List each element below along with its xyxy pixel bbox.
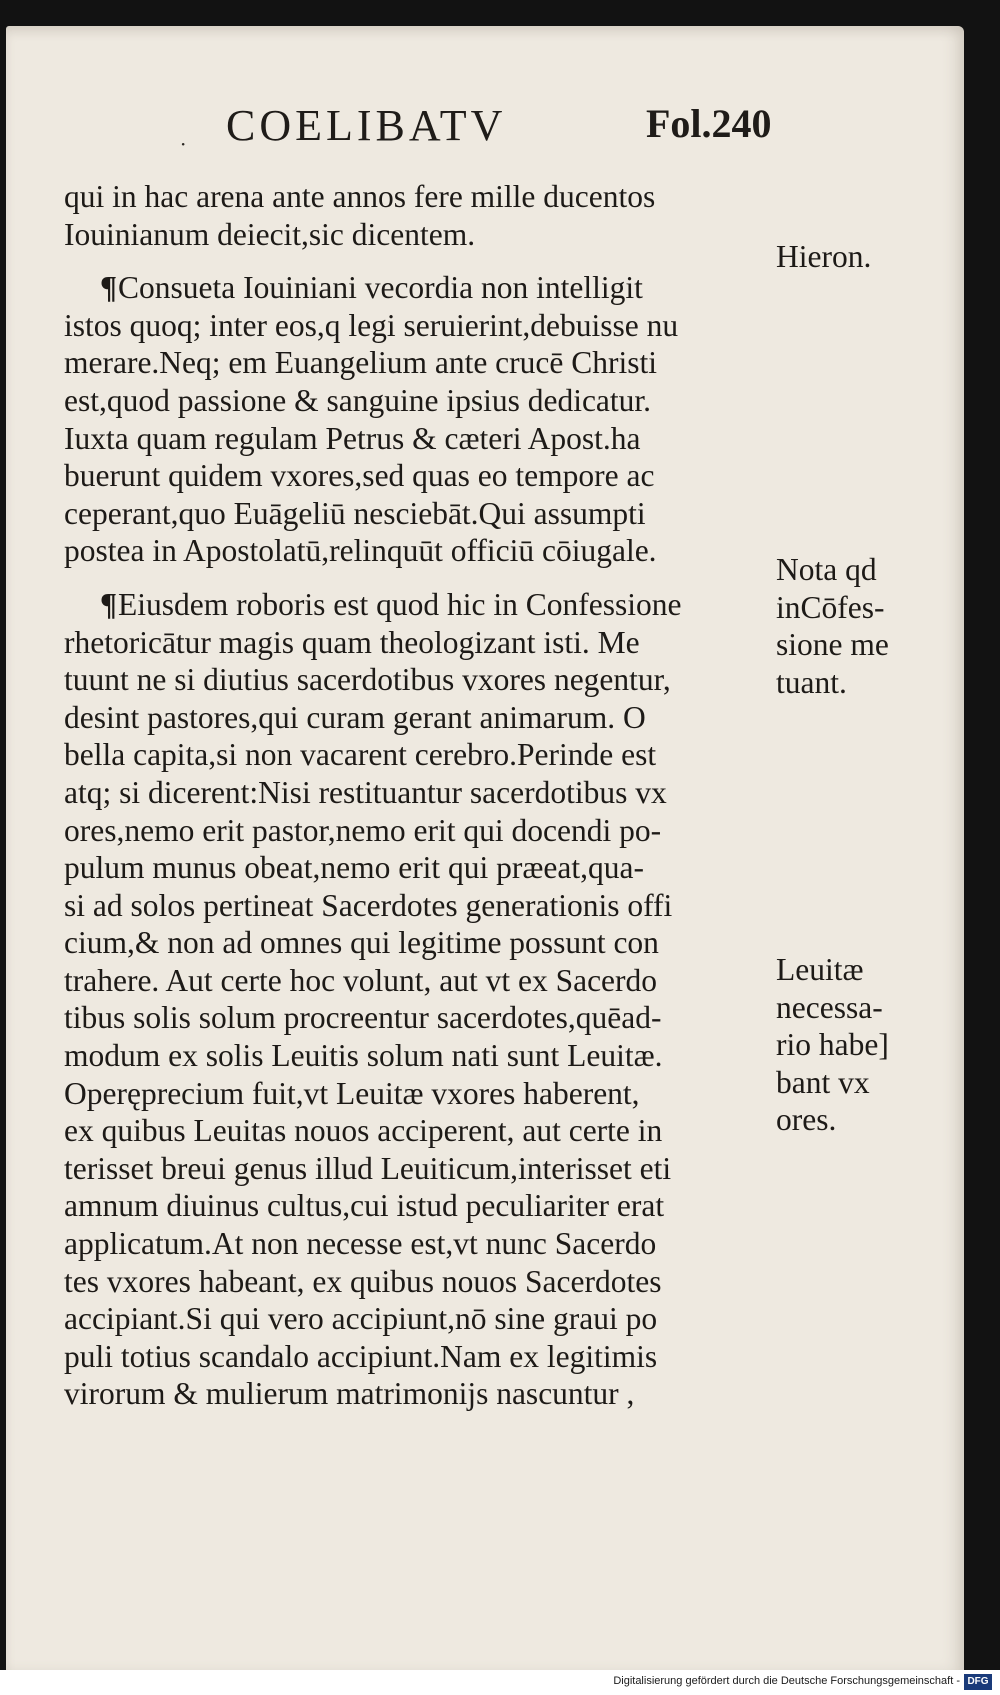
main-text-block — [64, 178, 764, 1429]
folio-number: Fol.240 — [646, 101, 772, 146]
text-line: cium,& non ad omnes qui legitime possunt con — [64, 925, 659, 961]
text-line: terisset breui genus illud Leuiticum,interisset eti — [64, 1150, 672, 1186]
text-line: postea in Apostolatū,relinquūt officiū cōiugale. — [64, 533, 657, 569]
text-line: pulum munus obeat,nemo erit qui præeat,qua- — [64, 850, 644, 886]
text-line: virorum & mulierum matrimonijs nascuntur , — [64, 1376, 635, 1412]
margin-note-line: tuant. — [776, 664, 847, 700]
text-line: amnum diuinus cultus,cui istud peculiariter erat — [64, 1188, 665, 1224]
text-line: merare.Neq; em Euangelium ante crucē Christi — [64, 345, 658, 381]
page-header — [6, 94, 964, 164]
text-line: buerunt quidem vxores,sed quas eo tempore ac — [64, 458, 655, 494]
margin-note-line: ores. — [776, 1102, 837, 1138]
pilcrow-icon: ¶ — [100, 586, 118, 622]
text-line: bella capita,si non vacarent cerebro.Perinde est — [64, 737, 657, 773]
margin-note-leuitae — [776, 951, 946, 1139]
text-line: puli totius scandalo accipiunt.Nam ex legitimis — [64, 1338, 658, 1374]
pilcrow-icon: ¶ — [100, 270, 118, 306]
text-line: ceperant,quo Euāgeliū nesciebāt.Qui assumpti — [64, 495, 646, 531]
text-line: applicatum.At non necesse est,vt nunc Sacerdo — [64, 1226, 657, 1262]
text-line: istos quoq; inter eos,q legi seruierint,debuisse nu — [64, 307, 679, 343]
margin-note-line: inCōfes- — [776, 589, 885, 625]
margin-note-hieron — [776, 238, 946, 276]
text-line: ores,nemo erit pastor,nemo erit qui docendi po- — [64, 812, 662, 848]
margin-note-line: Nota qd — [776, 552, 877, 587]
text-line: Iuxta quam regulam Petrus & cæteri Apost.ha — [64, 420, 641, 456]
book-page — [6, 26, 964, 1674]
text-line: desint pastores,qui curam gerant animarum. O — [64, 699, 646, 735]
text-line — [64, 586, 764, 624]
text-line: tes vxores habeant, ex quibus nouos Sacerdotes — [64, 1263, 662, 1299]
running-title: COELIBATV — [226, 101, 507, 150]
text-line: trahere. Aut certe hoc volunt, aut vt ex Sacerdo — [64, 962, 658, 998]
text-line: modum ex solis Leuitis solum nati sunt Leuitæ. — [64, 1038, 663, 1074]
text-line-content: Consueta Iouiniani vecordia non intelligit — [118, 270, 643, 306]
margin-note-line: Hieron. — [776, 239, 872, 274]
margin-note-line: Leuitæ — [776, 952, 864, 987]
footer-bar — [0, 1670, 1000, 1695]
text-line-content: Eiusdem roboris est quod hic in Confessione — [118, 586, 682, 622]
text-line: accipiant.Si qui vero accipiunt,nō sine graui po — [64, 1301, 658, 1337]
paragraph-3 — [64, 586, 764, 1413]
text-line — [64, 269, 764, 307]
margin-note-line: rio habe] — [776, 1027, 889, 1063]
text-line: tuunt ne si diutius sacerdotibus vxores negentur, — [64, 662, 671, 698]
text-line: rhetoricātur magis quam theologizant isti. Me — [64, 624, 640, 660]
margin-note-confessione — [776, 551, 946, 701]
text-line: si ad solos pertineat Sacerdotes generationis offi — [64, 887, 673, 923]
margin-note-line: sione me — [776, 627, 889, 663]
text-line: tibus solis solum procreentur sacerdotes,quēad- — [64, 1000, 662, 1036]
margin-note-line: bant vx — [776, 1064, 870, 1100]
text-line: Operęprecium fuit,vt Leuitæ vxores haberent, — [64, 1075, 640, 1111]
header-ornament: · — [180, 132, 187, 156]
text-line: ex quibus Leuitas nouos acciperent, aut certe in — [64, 1113, 663, 1149]
funding-credit: Digitalisierung gefördert durch die Deutsche Forschungsgemeinschaft - — [613, 1675, 960, 1687]
text-line: est,quod passione & sanguine ipsius dedicatur. — [64, 382, 652, 418]
text-line: Iouinianum deiecit,sic dicentem. — [64, 216, 476, 252]
text-line: qui in hac arena ante annos fere mille ducentos — [64, 179, 656, 214]
text-line: atq; si dicerent:Nisi restituantur sacerdotibus vx — [64, 774, 667, 810]
paragraph-2 — [64, 269, 764, 570]
dfg-logo-icon: DFG — [964, 1674, 992, 1690]
paragraph-1 — [64, 178, 764, 253]
margin-note-line: necessa- — [776, 989, 883, 1025]
